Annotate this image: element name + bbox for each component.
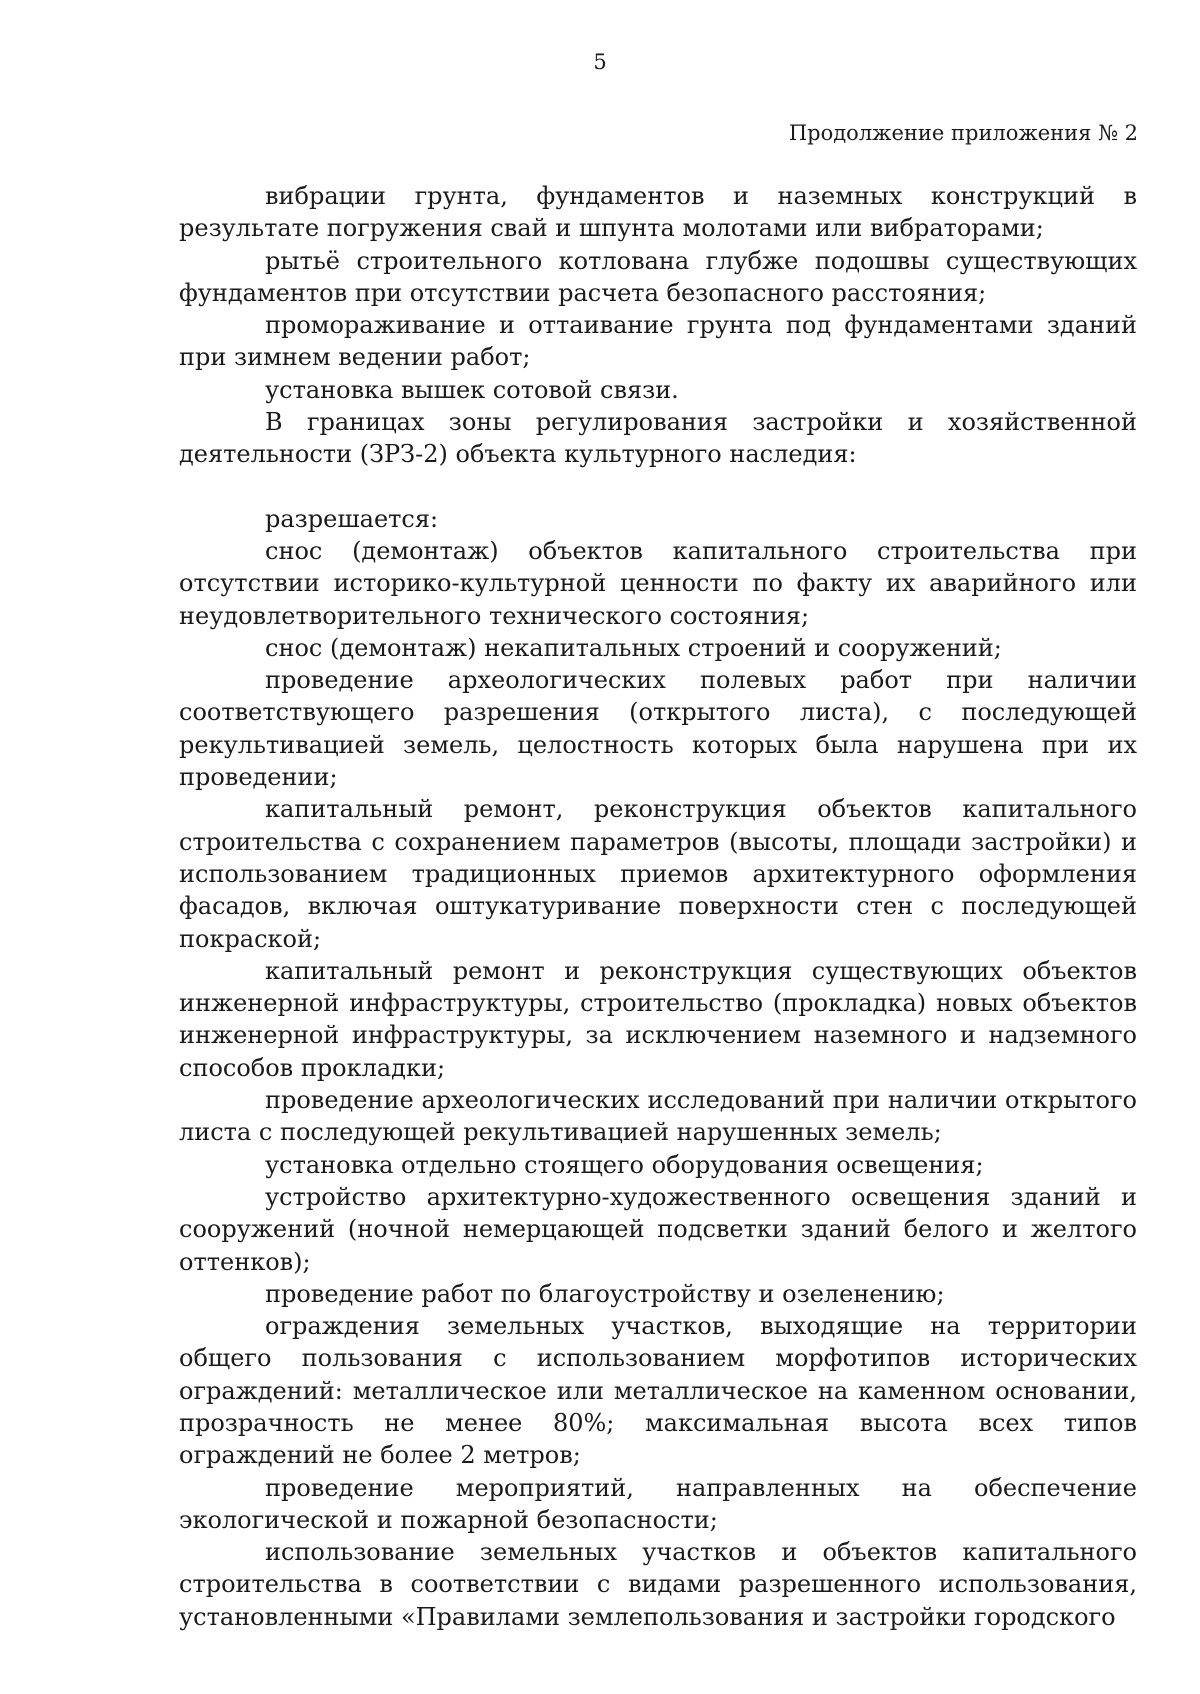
paragraph: установка отдельно стоящего оборудования освещения; <box>265 1150 984 1179</box>
paragraph-spacer <box>179 471 1137 503</box>
paragraph: проведение мероприятий, направленных на обеспечение экологической и пожарной безопасности; <box>179 1473 1137 1534</box>
paragraph: проведение археологических исследований при наличии открытого листа с последующей рекультивацией нарушенных земель; <box>179 1086 1137 1147</box>
paragraph: капитальный ремонт, реконструкция объектов капитального строительства с сохранением параметров (высоты, площади застройки) и использованием традиционных приемов архитектурного оформления фасадов, включая оштукатуривание поверхности стен с последующей покраской; <box>179 795 1137 953</box>
paragraph: снос (демонтаж) объектов капитального строительства при отсутствии историко-культурной ценности по факту их аварийного или неудовлетворительного технического состояния; <box>179 536 1137 630</box>
paragraph: устройство архитектурно-художественного освещения зданий и сооружений (ночной немерцающей подсветки зданий белого и желтого оттенков); <box>179 1182 1137 1276</box>
paragraph: использование земельных участков и объектов капитального строительства в соответствии с видами разрешенного использования, установленными «Правилами землепользования и застройки городского <box>179 1538 1137 1631</box>
section-heading-allowed: разрешается: <box>265 504 439 533</box>
paragraph: проведение работ по благоустройству и озеленению; <box>265 1279 945 1308</box>
paragraph: снос (демонтаж) некапитальных строений и сооружений; <box>265 633 1002 662</box>
paragraph: проведение археологических полевых работ при наличии соответствующего разрешения (открытого листа), с последующей рекультивацией земель, целостность которых была нарушена при их проведении; <box>179 666 1137 792</box>
paragraph: промораживание и оттаивание грунта под фундаментами зданий при зимнем ведении работ; <box>179 311 1137 372</box>
paragraph: ограждения земельных участков, выходящие на территории общего пользования с использованием морфотипов исторических ограждений: металлическое или металлическое на каменном основании, прозрачность не менее 80%; максимальная высота всех типов ограждений не более 2 метров; <box>179 1312 1137 1470</box>
document-body <box>179 180 1137 1633</box>
paragraph: рытьё строительного котлована глубже подошвы существующих фундаментов при отсутствии расчета безопасного расстояния; <box>179 246 1137 307</box>
paragraph: установка вышек сотовой связи. <box>265 375 679 404</box>
paragraph: вибрации грунта, фундаментов и наземных конструкций в результате погружения свай и шпунта молотами или вибраторами; <box>179 182 1137 243</box>
page-number: 5 <box>593 50 607 74</box>
appendix-continuation-note: Продолжение приложения № 2 <box>788 121 1138 145</box>
paragraph: капитальный ремонт и реконструкция существующих объектов инженерной инфраструктуры, строительство (прокладка) новых объектов инженерной инфраструктуры, за исключением наземного и надземного способов прокладки; <box>179 956 1137 1082</box>
paragraph: В границах зоны регулирования застройки и хозяйственной деятельности (ЗРЗ-2) объекта культурного наследия: <box>179 408 1137 469</box>
